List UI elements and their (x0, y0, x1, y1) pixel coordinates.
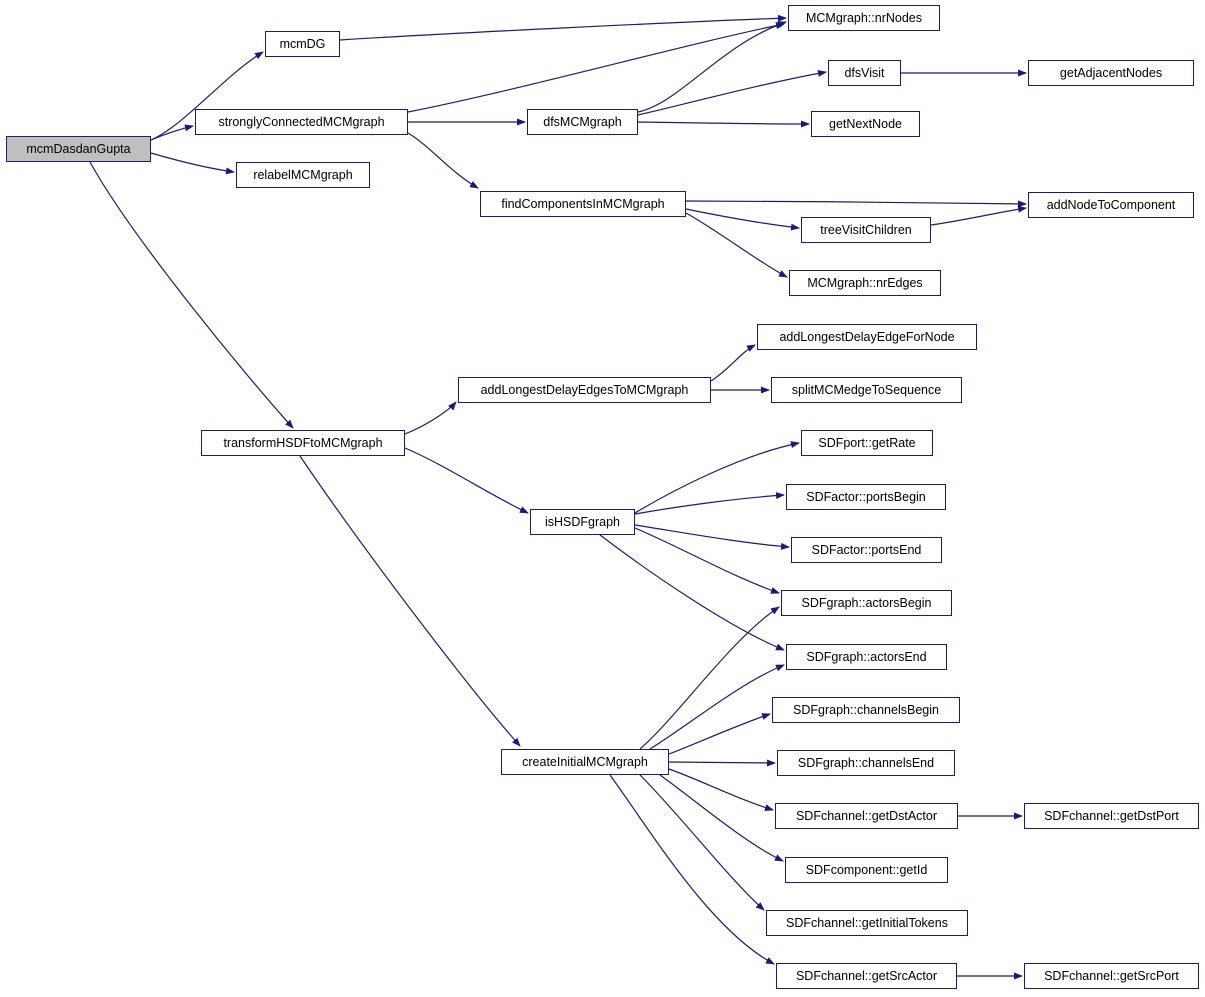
graph-node-mcmgraph-nredges[interactable]: MCMgraph::nrEdges (789, 270, 941, 296)
graph-edge (600, 535, 784, 650)
graph-edge (931, 208, 1026, 225)
graph-node-sdfgraph-actorsend[interactable]: SDFgraph::actorsEnd (786, 644, 947, 670)
graph-edge (638, 122, 809, 124)
graph-edge (635, 525, 789, 547)
graph-node-getnextnode[interactable]: getNextNode (811, 111, 920, 137)
graph-edge (669, 762, 775, 763)
graph-node-sdfchannel-getdstactor[interactable]: SDFchannel::getDstActor (775, 803, 958, 829)
graph-edge (90, 162, 293, 428)
graph-node-addlongestdelayedgestomcmgraph[interactable]: addLongestDelayEdgesToMCMgraph (458, 377, 711, 403)
graph-node-mcmdg[interactable]: mcmDG (265, 31, 340, 57)
graph-node-sdfchannel-getdstport[interactable]: SDFchannel::getDstPort (1024, 803, 1199, 829)
graph-edge (640, 607, 779, 749)
graph-node-stronglyconnectedmcmgraph[interactable]: stronglyConnectedMCMgraph (195, 109, 408, 135)
graph-node-sdfchannel-getsrcport[interactable]: SDFchannel::getSrcPort (1024, 963, 1199, 989)
graph-node-relabelmcmgraph[interactable]: relabelMCMgraph (236, 162, 370, 188)
graph-node-dfsvisit[interactable]: dfsVisit (828, 60, 901, 86)
graph-node-getadjacentnodes[interactable]: getAdjacentNodes (1028, 60, 1194, 86)
graph-node-createinitialmcmgraph[interactable]: createInitialMCMgraph (501, 749, 669, 775)
graph-node-ishsdfgraph[interactable]: isHSDFgraph (530, 509, 635, 535)
graph-node-splitmcmedgetosequence[interactable]: splitMCMedgeToSequence (771, 377, 962, 403)
graph-node-mcmdasdangupta[interactable]: mcmDasdanGupta (6, 136, 151, 162)
graph-node-addnodetocomponent[interactable]: addNodeToComponent (1028, 192, 1194, 218)
graph-edge (660, 775, 783, 861)
graph-node-findcomponentsinmcmgraph[interactable]: findComponentsInMCMgraph (480, 191, 686, 217)
graph-edge (405, 402, 456, 434)
graph-edge (635, 495, 784, 514)
graph-edge (300, 456, 520, 746)
graph-edge (610, 775, 774, 964)
graph-edge (669, 714, 770, 754)
graph-node-sdfcomponent-getid[interactable]: SDFcomponent::getId (785, 857, 948, 883)
graph-node-dfsmcmgraph[interactable]: dfsMCMgraph (527, 109, 638, 135)
graph-edge (638, 22, 786, 112)
graph-edge (151, 126, 193, 140)
graph-edge (686, 209, 799, 228)
graph-edge (711, 345, 755, 381)
graph-edge (669, 769, 773, 810)
graph-edge (635, 443, 799, 513)
graph-node-sdfgraph-actorsbegin[interactable]: SDFgraph::actorsBegin (781, 590, 952, 616)
graph-edge (408, 24, 784, 112)
graph-node-sdfgraph-channelsbegin[interactable]: SDFgraph::channelsBegin (772, 697, 960, 723)
graph-node-transformhsdftomcmgraph[interactable]: transformHSDFtoMCMgraph (201, 430, 405, 456)
graph-edge (686, 213, 787, 277)
graph-node-sdfactor-portsbegin[interactable]: SDFactor::portsBegin (786, 484, 946, 510)
graph-node-sdfchannel-getsrcactor[interactable]: SDFchannel::getSrcActor (776, 963, 957, 989)
graph-edge (640, 775, 764, 910)
graph-node-addlongestdelayedgefornode[interactable]: addLongestDelayEdgeForNode (757, 324, 977, 350)
graph-edge (686, 201, 1026, 204)
graph-node-mcmgraph-nrnodes[interactable]: MCMgraph::nrNodes (788, 5, 940, 31)
graph-edge (408, 133, 478, 188)
graph-node-sdfgraph-channelsend[interactable]: SDFgraph::channelsEnd (777, 750, 955, 776)
graph-node-sdfactor-portsend[interactable]: SDFactor::portsEnd (791, 537, 942, 563)
graph-node-sdfchannel-getinitialtokens[interactable]: SDFchannel::getInitialTokens (766, 910, 968, 936)
graph-edge (405, 448, 528, 513)
graph-edge (151, 153, 234, 172)
graph-edge (638, 72, 826, 115)
graph-edge (340, 18, 786, 40)
graph-edge (650, 665, 784, 749)
graph-node-sdfport-getrate[interactable]: SDFport::getRate (801, 430, 933, 456)
graph-edge (635, 528, 779, 593)
graph-node-treevisitchildren[interactable]: treeVisitChildren (801, 217, 931, 243)
